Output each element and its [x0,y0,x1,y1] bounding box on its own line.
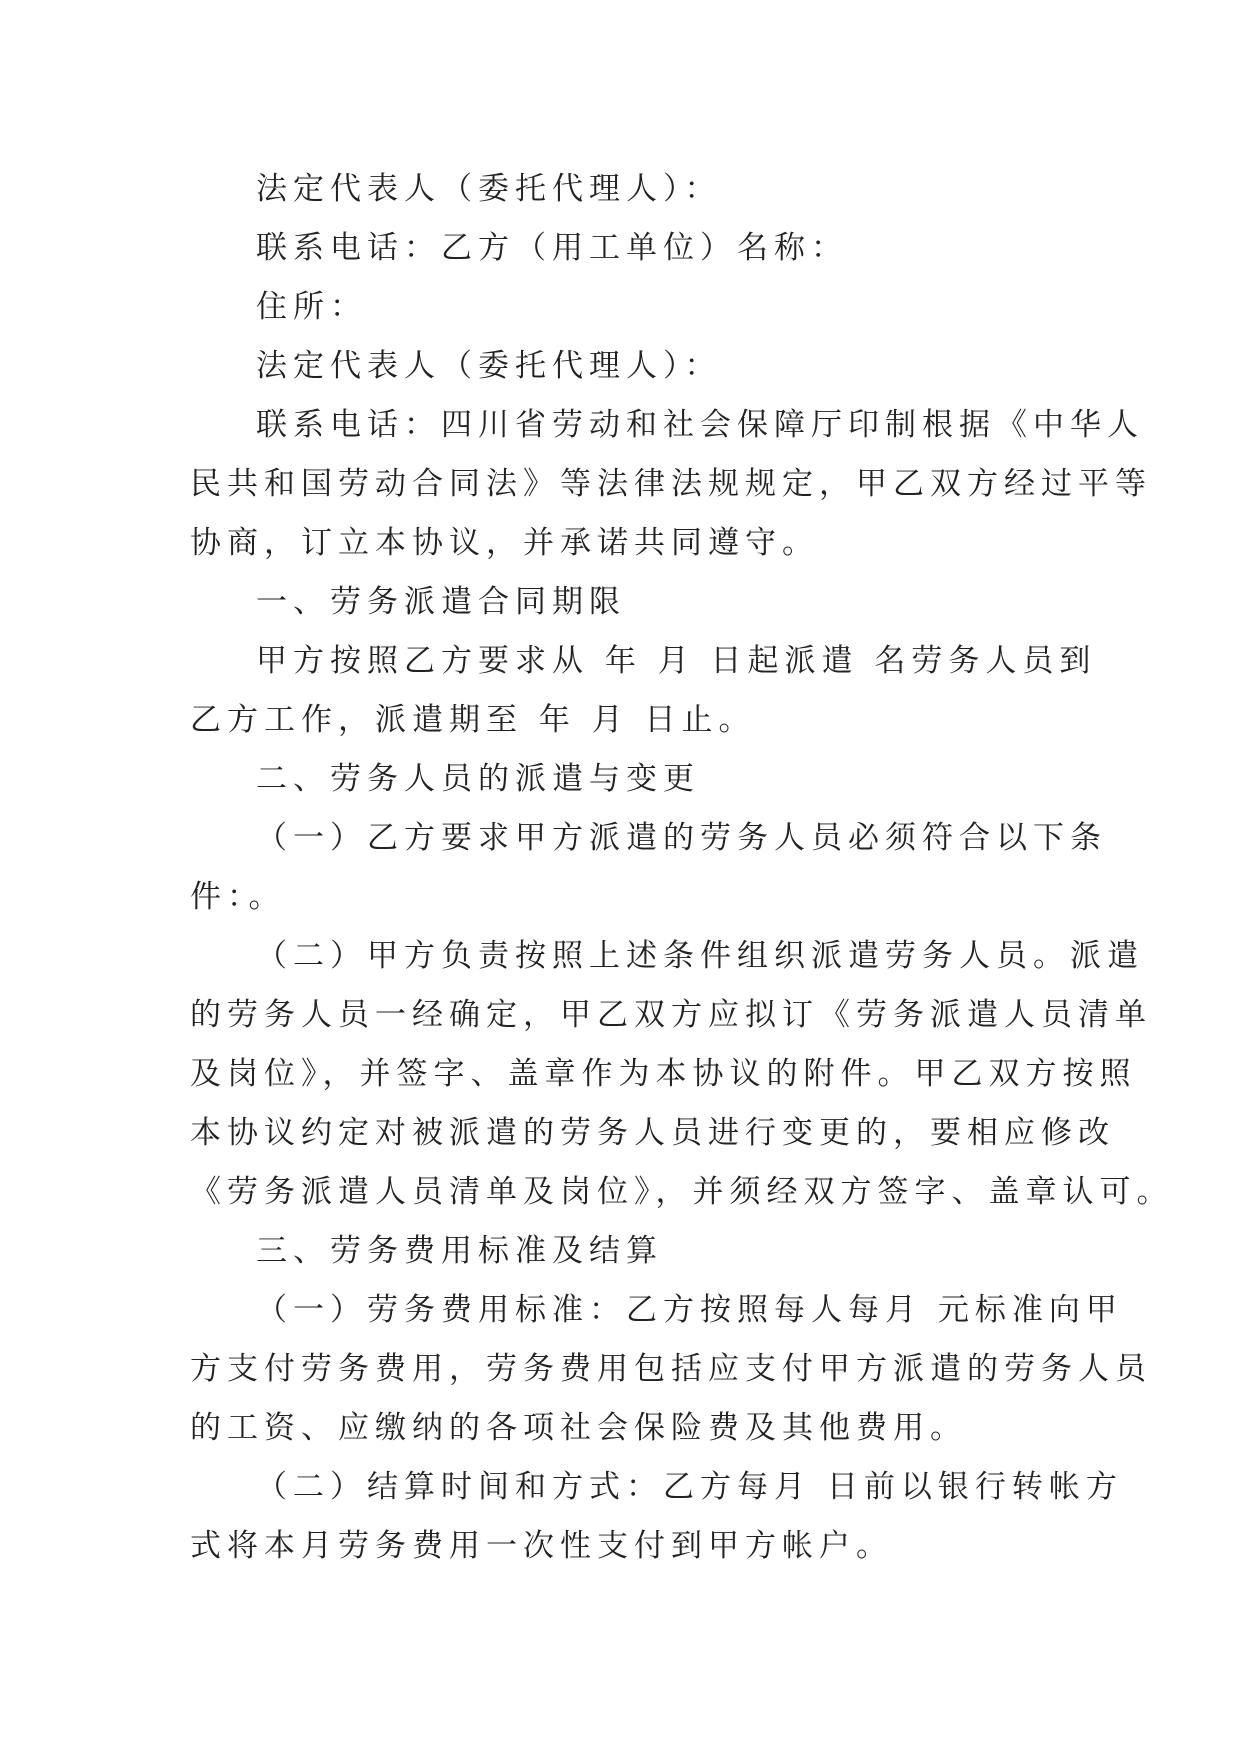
text-line-13: 件：。 [190,879,286,915]
text-line-15: 的劳务人员一经确定，甲乙双方应拟订《劳务派遣人员清单 [190,997,1152,1033]
text-line-18: 《劳务派遣人员清单及岗位》，并须经双方签字、盖章认可。 [190,1174,1174,1210]
text-line-5: 联系电话：四川省劳动和社会保障厅印制根据《中华人 [256,407,1144,443]
section-heading-2: 二、劳务人员的派遣与变更 [256,761,700,797]
text-line-7: 协商，订立本协议，并承诺共同遵守。 [190,525,819,561]
text-line-24: 式将本月劳务费用一次性支付到甲方帐户。 [190,1528,893,1564]
text-line-4: 法定代表人（委托代理人）： [256,348,722,384]
text-line-14: （二）甲方负责按照上述条件组织派遣劳务人员。派遣 [256,938,1144,974]
text-line-22: 的工资、应缴纳的各项社会保险费及其他费用。 [190,1410,967,1446]
text-line-3: 住所： [256,289,367,325]
section-heading-3: 三、劳务费用标准及结算 [256,1233,663,1269]
text-line-6: 民共和国劳动合同法》等法律法规规定，甲乙双方经过平等 [190,466,1152,502]
text-line-23: （二）结算时间和方式：乙方每月 日前以银行转帐方 [256,1469,1123,1505]
text-line-12: （一）乙方要求甲方派遣的劳务人员必须符合以下条 [256,820,1107,856]
text-line-1: 法定代表人（委托代理人）： [256,171,722,207]
text-line-21: 方支付劳务费用，劳务费用包括应支付甲方派遣的劳务人员 [190,1351,1152,1387]
text-line-2: 联系电话：乙方（用工单位）名称： [256,230,848,266]
text-line-10: 乙方工作，派遣期至 年 月 日止。 [190,702,756,738]
text-line-20: （一）劳务费用标准：乙方按照每人每月 元标准向甲 [256,1292,1123,1328]
text-line-9: 甲方按照乙方要求从 年 月 日起派遣 名劳务人员到 [256,643,1097,679]
section-heading-1: 一、劳务派遣合同期限 [256,584,626,620]
text-line-17: 本协议约定对被派遣的劳务人员进行变更的，要相应修改 [190,1115,1115,1151]
document-page [190,160,1174,1576]
text-line-16: 及岗位》，并签字、盖章作为本协议的附件。甲乙双方按照 [190,1056,1137,1092]
